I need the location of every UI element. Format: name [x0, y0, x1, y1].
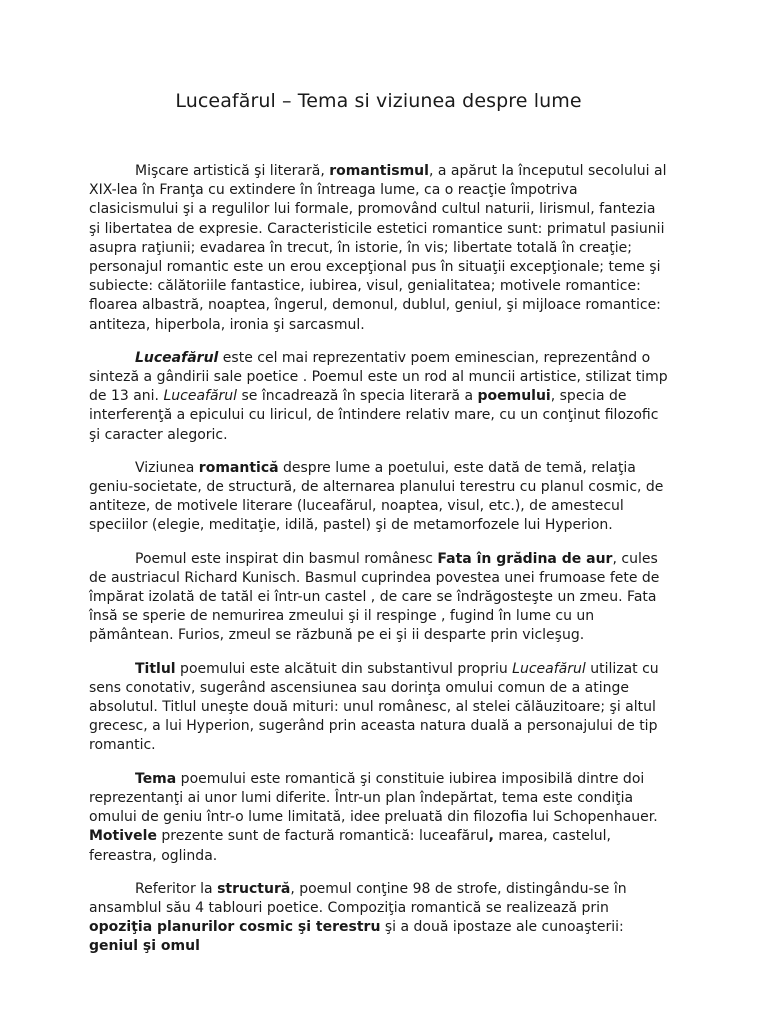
- bold-term: Titlul: [135, 660, 176, 677]
- paragraph-poem-intro: [89, 349, 668, 445]
- bold-term: poemului: [477, 388, 551, 405]
- paragraph-inspiration: [89, 550, 668, 646]
- text-run: Viziunea: [135, 459, 199, 476]
- paragraph-title: [89, 660, 668, 756]
- bold-term: geniul şi omul: [89, 938, 200, 955]
- text-run: , cules de austriacul Richard Kunisch. Basmul cuprindea povestea unei frumoase fete de împărat izolată de tatăl ei într-un castel , de care se îndrăgosteşte un zmeu. Fata însă se sperie de nemurirea zmeului şi il respinge , fugind în lume cu un pământean. Furios, zmeul se răzbună pe ei şi ii desparte prin vicleşug.: [89, 550, 660, 644]
- text-run: despre lume a poetului, este dată de temă, relaţia geniu-societate, de structură, de alternarea planului terestru cu planul cosmic, de antiteze, de motivele literare (luceafărul, noaptea, visul, etc.), de amestecul speciilor (elegie, meditaţie, idilă, pastel) şi de metamorfozele lui Hyperion.: [89, 459, 664, 534]
- paragraph-vision: [89, 459, 668, 536]
- document-title: Luceafărul – Tema si viziunea despre lume: [175, 90, 582, 112]
- text-run: marea, castelul, fereastra, oglinda.: [89, 828, 611, 864]
- bold-italic-title: Luceafărul: [135, 349, 219, 366]
- text-run: , specia de interferenţă a epicului cu liricul, de întindere relativ mare, cu un conţinut filozofic şi caracter alegoric.: [89, 388, 659, 443]
- text-run: utilizat cu sens conotativ, sugerând ascensiunea sau dorinţa omului comun de a atinge absolutul. Titlul uneşte două mituri: unul românesc, al stelei călăuzitoare; şi altul grecesc, a lui Hyperion, sugerând prin aceasta natura duală a personajului de tip romantic.: [89, 660, 659, 754]
- italic-title: Luceafărul: [512, 660, 586, 677]
- italic-title: Luceafărul: [163, 388, 238, 405]
- bold-term: romantismul: [329, 163, 429, 179]
- bold-term: Motivele: [89, 828, 157, 845]
- text-run: Mişcare artistică şi literară,: [135, 163, 330, 179]
- text-run: este cel mai reprezentativ poem eminescian, reprezentând o sinteză a gândirii sale poetice . Poemul este un rod al muncii artistice, stilizat timp de 13 ani.: [89, 349, 668, 405]
- bold-term: Fata în grădina de aur: [437, 550, 613, 567]
- text-run: , poemul conţine 98 de strofe, distingându-se în ansamblul său 4 tablouri poetice. Compoziţia romantică se realizează prin: [89, 880, 627, 916]
- text-run: prezente sunt de factură romantică: luceafărul: [156, 828, 489, 845]
- bold-term: romantică: [198, 459, 279, 476]
- text-run: poemului este romantică şi constituie iubirea imposibilă dintre doi reprezentanţi ai unor lumi diferite. Într-un plan îndepărtat, tema este condiţia omului de geniu într-o lume limitată, idee preluată din filozofia lui Schopenhauer.: [89, 770, 658, 826]
- bold-term: structură: [217, 880, 291, 897]
- paragraph-theme: [89, 770, 668, 866]
- text-run: se încadrează în specia literară a: [237, 388, 478, 405]
- bold-comma: ,: [488, 828, 494, 845]
- text-run: , a apărut la începutul secolului al XIX-lea în Franţa cu extindere în întreaga lume, ca o reacţie împotriva clasicismului şi a regulilor lui formale, promovând cultul naturii, lirismul, fantezia şi libertatea de expresie. Caracteristicile estetici romantice sunt: primatul pasiunii asupra raţiunii; evadarea în trecut, în istorie, în vis; libertate totală în creaţie; personajul romantic este un erou excepţional pus în situaţii excepţionale; teme şi subiecte: călătoriile fantastice, iubirea, visul, genialitatea; motivele romantice: floarea albastră, noaptea, îngerul, demonul, dublul, geniul, şi mijloace romantice: antiteza, hiperbola, ironia şi sarcasmul.: [89, 163, 667, 333]
- bold-term: Tema: [135, 770, 177, 787]
- text-run: Referitor la: [135, 880, 218, 897]
- text-run: Poemul este inspirat din basmul românesc: [135, 550, 438, 567]
- text-run: poemului este alcătuit din substantivul propriu: [175, 660, 513, 677]
- text-run: şi a două ipostaze ale cunoaşterii:: [380, 919, 624, 936]
- bold-term: opoziţia planurilor cosmic şi terestru: [89, 919, 381, 936]
- paragraph-structure: [89, 880, 668, 957]
- paragraph-romanticism: [89, 162, 668, 335]
